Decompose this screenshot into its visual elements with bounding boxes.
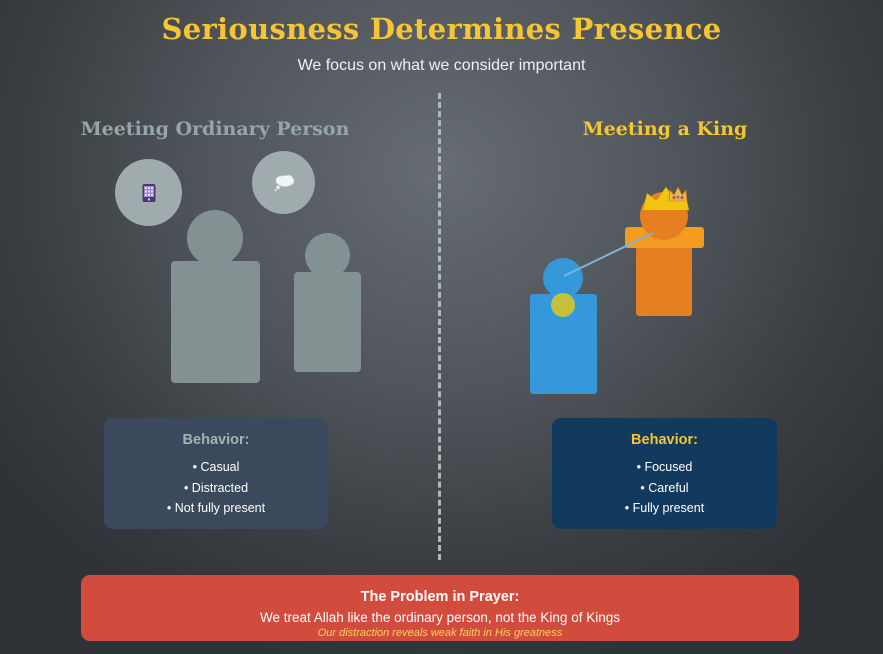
center-divider [438, 93, 441, 560]
thought-bubble-icon [273, 174, 295, 192]
distraction-bubble-thought [252, 151, 315, 214]
problem-text: We treat Allah like the ordinary person, not the King of Kings [260, 610, 620, 625]
right-heading: Meeting a King [582, 118, 748, 140]
left-behavior-box [104, 418, 328, 529]
page-subtitle: We focus on what we consider important [297, 57, 586, 74]
person-body [171, 261, 260, 383]
problem-banner [81, 575, 799, 641]
left-behavior-item: • Distracted [183, 480, 249, 495]
page-title: Seriousness Determines Presence [161, 12, 722, 46]
focus-line [560, 228, 660, 280]
problem-note: Our distraction reveals weak faith in His greatness [317, 627, 563, 639]
person-head [187, 210, 243, 266]
subject-badge [551, 293, 575, 317]
phone-icon [141, 183, 157, 203]
right-behavior-box [552, 418, 777, 529]
left-heading: Meeting Ordinary Person [80, 118, 350, 140]
left-behavior-item: • Not fully present [166, 501, 266, 515]
right-behavior-item: • Fully present [624, 501, 705, 515]
right-behavior-item: • Focused [636, 460, 693, 474]
left-behavior-label: Behavior: [182, 432, 250, 448]
right-behavior-item: • Careful [640, 480, 689, 495]
ordinary-person-body [294, 272, 361, 372]
right-behavior-label: Behavior: [631, 432, 698, 448]
problem-title: The Problem in Prayer: [360, 589, 520, 605]
left-behavior-item: • Casual [192, 460, 240, 474]
distraction-bubble-phone [115, 159, 182, 226]
crown-icon [667, 185, 689, 203]
